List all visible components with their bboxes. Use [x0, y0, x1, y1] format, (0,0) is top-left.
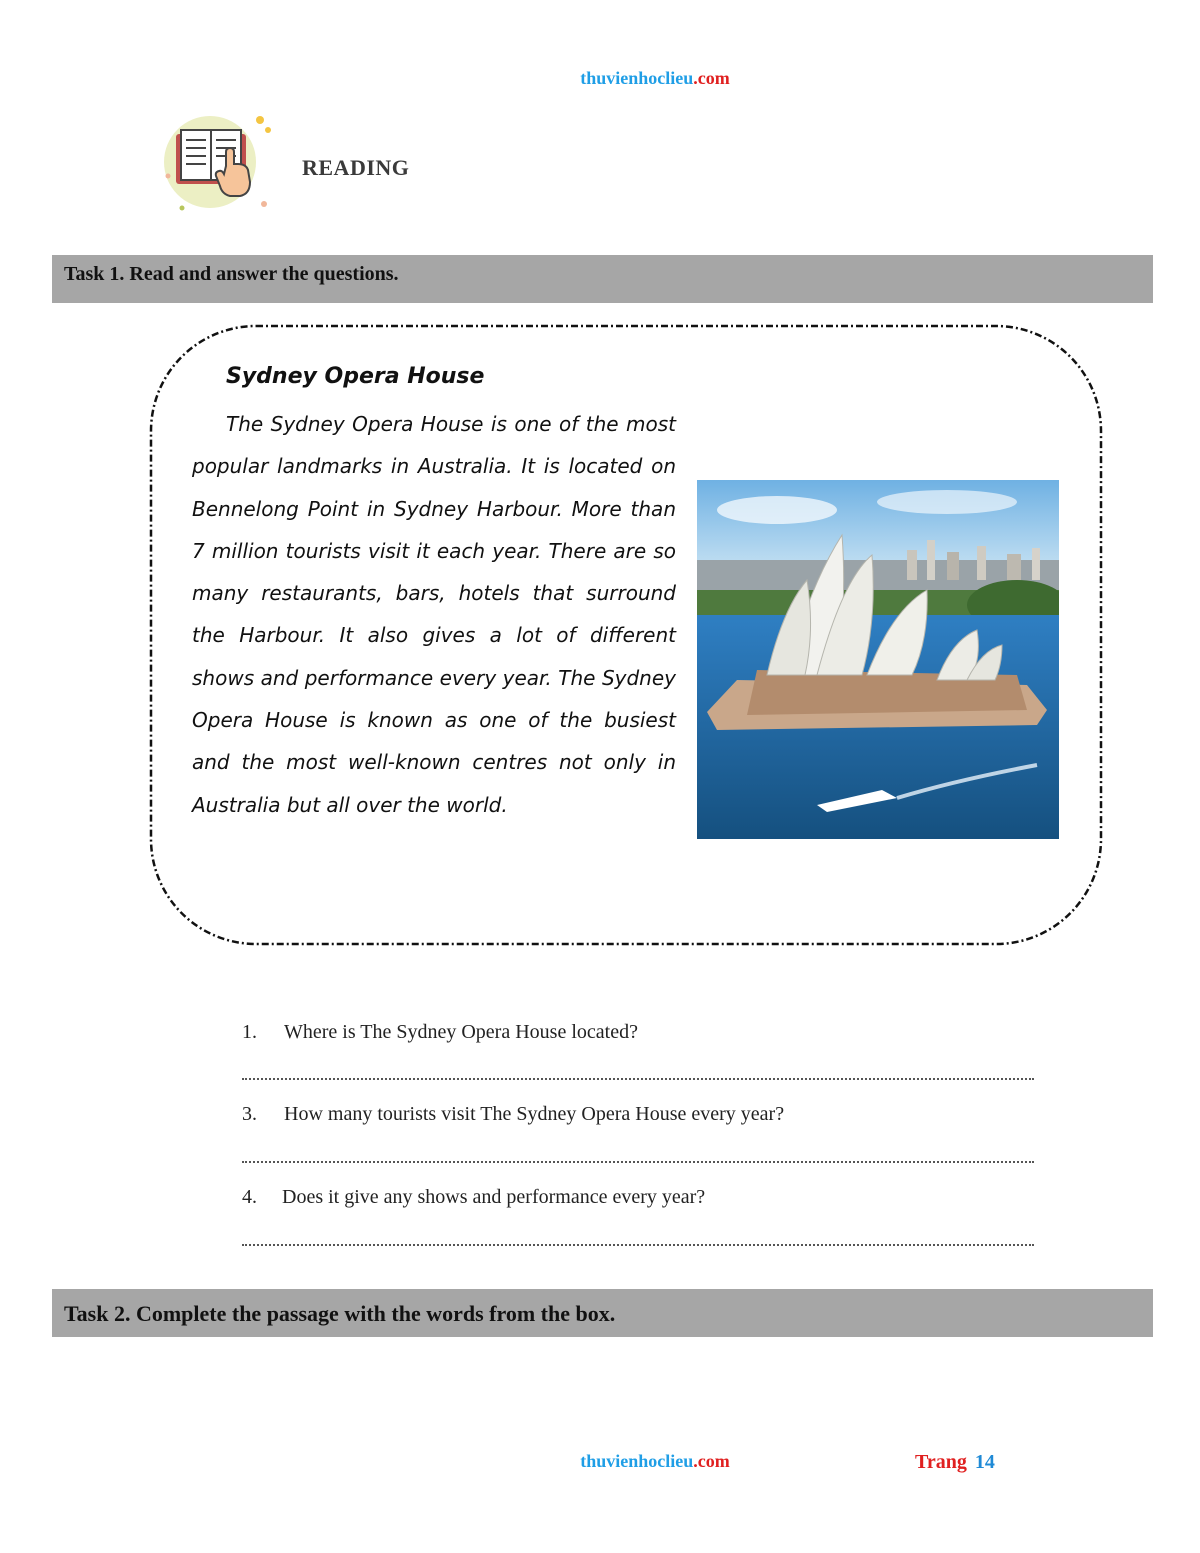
question-number: 3. [242, 1103, 257, 1125]
section-title: READING [302, 155, 410, 180]
task2-header: Task 2. Complete the passage with the words from the box. [52, 1289, 1153, 1337]
site-name-tld: .com [693, 68, 730, 88]
task1-header: Task 1. Read and answer the questions. [52, 255, 1153, 303]
question-text: Where is The Sydney Opera House located? [284, 1021, 638, 1043]
footer-site-name-main: thuvienhoclieu [580, 1451, 694, 1471]
site-name-main: thuvienhoclieu [580, 68, 694, 88]
question-text: How many tourists visit The Sydney Opera House every year? [284, 1103, 785, 1125]
footer-site-name-tld: .com [693, 1451, 730, 1471]
question-text: Does it give any shows and performance every year? [282, 1186, 706, 1208]
sydney-opera-house-photo [697, 480, 1059, 839]
question-item [242, 1186, 705, 1209]
question-item [242, 1021, 638, 1044]
answer-line[interactable] [242, 1161, 1034, 1163]
question-number: 4. [242, 1186, 257, 1208]
question-item [242, 1103, 784, 1126]
answer-line[interactable] [242, 1244, 1034, 1246]
answer-line[interactable] [242, 1078, 1034, 1080]
passage-text: The Sydney Opera House is one of the most popular landmarks in Australia. It is located on Bennelong Point in Sydney Harbour. More than 7 million tourists visit it each year. There are so many restaurants, bars, hotels that surround the Harbour. It also gives a lot of different shows and performance every year. The Sydney Opera House is known as one of the busiest and the most well-known centres not only in Australia but all over the world. [192, 412, 676, 817]
page-word: Trang [915, 1451, 967, 1473]
open-book-with-hand-icon [160, 108, 276, 218]
page-number-label [915, 1451, 995, 1474]
page-number: 14 [974, 1451, 995, 1473]
site-footer [0, 1451, 1200, 1472]
passage-title: Sydney Opera House [226, 364, 485, 389]
site-header [0, 68, 1200, 89]
question-number: 1. [242, 1021, 257, 1043]
